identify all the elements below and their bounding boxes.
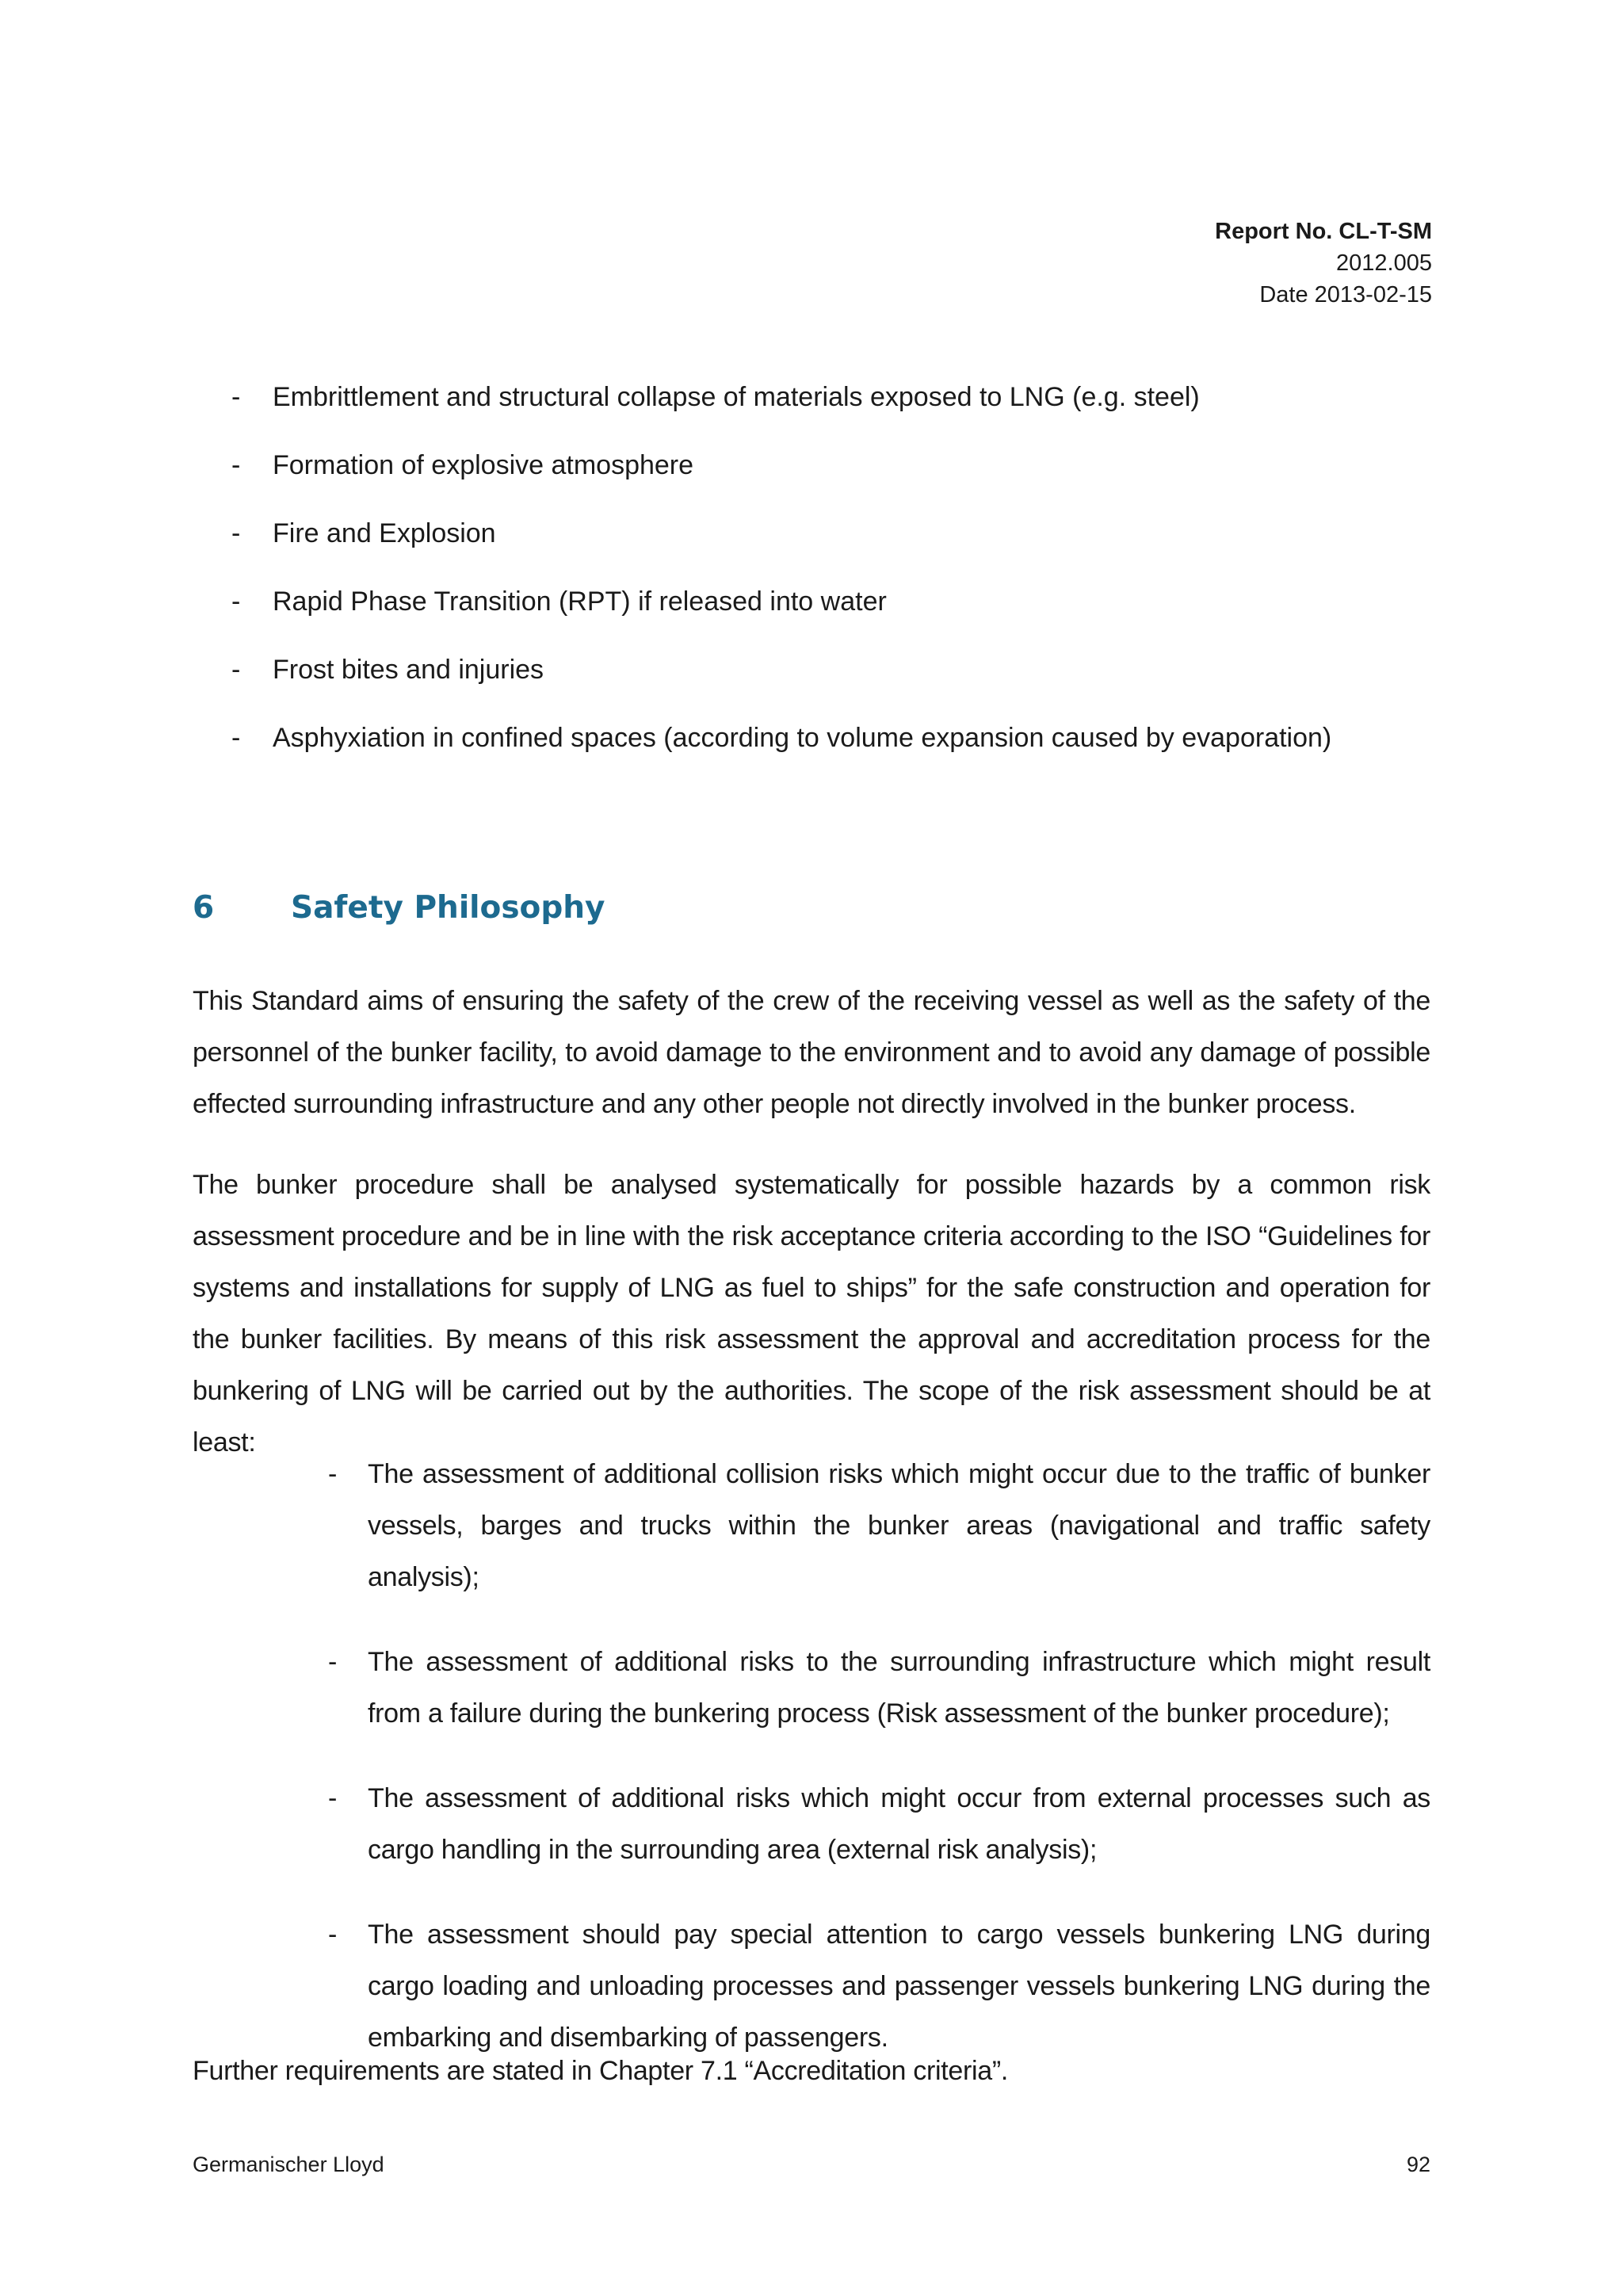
list-item xyxy=(231,651,1436,720)
list-item xyxy=(328,1449,1430,1603)
bullet-dash: - xyxy=(231,518,241,548)
list-item xyxy=(328,1637,1430,1740)
list-item-text: Formation of explosive atmosphere xyxy=(273,450,694,480)
bullet-dash: - xyxy=(231,450,241,480)
footer-organization: Germanischer Lloyd xyxy=(193,2153,384,2176)
list-item xyxy=(231,583,1436,651)
list-item xyxy=(231,447,1436,515)
list-item-text: Fire and Explosion xyxy=(273,518,496,548)
report-date: Date 2013-02-15 xyxy=(1259,282,1432,308)
list-item xyxy=(231,720,1436,788)
list-item-text: Embrittlement and structural collapse of materials exposed to LNG (e.g. steel) xyxy=(273,382,1200,412)
scope-list xyxy=(328,1449,1430,2097)
list-item xyxy=(328,1909,1430,2064)
bullet-dash: - xyxy=(328,1920,338,1950)
report-number: Report No. CL-T-SM xyxy=(1215,219,1432,244)
paragraph-risk-assessment: The bunker procedure shall be analysed systematically for possible hazards by a common risk assessment procedure and be in line with the risk acceptance criteria according to the ISO “Guidelines for systems and installations for supply of LNG as fuel to ships” for the safe construction and operation for the bunker facilities. By means of this risk assessment the approval and accreditation process for the bunkering of LNG will be carried out by the authorities. The scope of the risk assessment should be at least: xyxy=(193,1170,1430,1457)
list-item xyxy=(231,515,1436,583)
bullet-dash: - xyxy=(231,723,241,753)
bullet-dash: - xyxy=(231,382,241,412)
section-number: 6 xyxy=(193,890,215,926)
bullet-dash: - xyxy=(231,655,241,685)
list-item xyxy=(328,1773,1430,1876)
list-item-text: Frost bites and injuries xyxy=(273,655,544,685)
list-item xyxy=(231,379,1436,447)
list-item-text: The assessment of additional collision risks which might occur due to the traffic of bunker vessels, barges and trucks within the bunker areas (navigational and traffic safety analysis); xyxy=(368,1459,1430,1592)
bullet-dash: - xyxy=(328,1459,338,1489)
paragraph-further-requirements: Further requirements are stated in Chapter 7.1 “Accreditation criteria”. xyxy=(193,2056,1009,2086)
report-number-suffix: 2012.005 xyxy=(1336,250,1432,276)
footer-page-number: 92 xyxy=(1406,2153,1430,2176)
list-item-text: The assessment should pay special attention to cargo vessels bunkering LNG during cargo loading and unloading processes and passenger vessels bunkering LNG during the embarking and disembarking of passengers. xyxy=(368,1920,1430,2053)
bullet-dash: - xyxy=(231,586,241,617)
list-item-text: The assessment of additional risks which might occur from external processes such as cargo handling in the surrounding area (external risk analysis); xyxy=(368,1783,1430,1865)
list-item-text: The assessment of additional risks to the surrounding infrastructure which might result from a failure during the bunkering process (Risk assessment of the bunker procedure); xyxy=(368,1647,1430,1729)
list-item-text: Asphyxiation in confined spaces (according to volume expansion caused by evaporation) xyxy=(273,723,1332,753)
paragraph-intro: This Standard aims of ensuring the safety of the crew of the receiving vessel as well as the safety of the personnel of the bunker facility, to avoid damage to the environment and to avoid any damage of possible effected surrounding infrastructure and any other people not directly involved in the bunker process. xyxy=(193,986,1430,1119)
report-header xyxy=(1215,216,1432,311)
hazard-list xyxy=(231,379,1436,788)
bullet-dash: - xyxy=(328,1647,338,1677)
section-heading xyxy=(193,886,605,930)
bullet-dash: - xyxy=(328,1783,338,1813)
list-item-text: Rapid Phase Transition (RPT) if released into water xyxy=(273,586,887,617)
section-title: Safety Philosophy xyxy=(291,890,605,926)
